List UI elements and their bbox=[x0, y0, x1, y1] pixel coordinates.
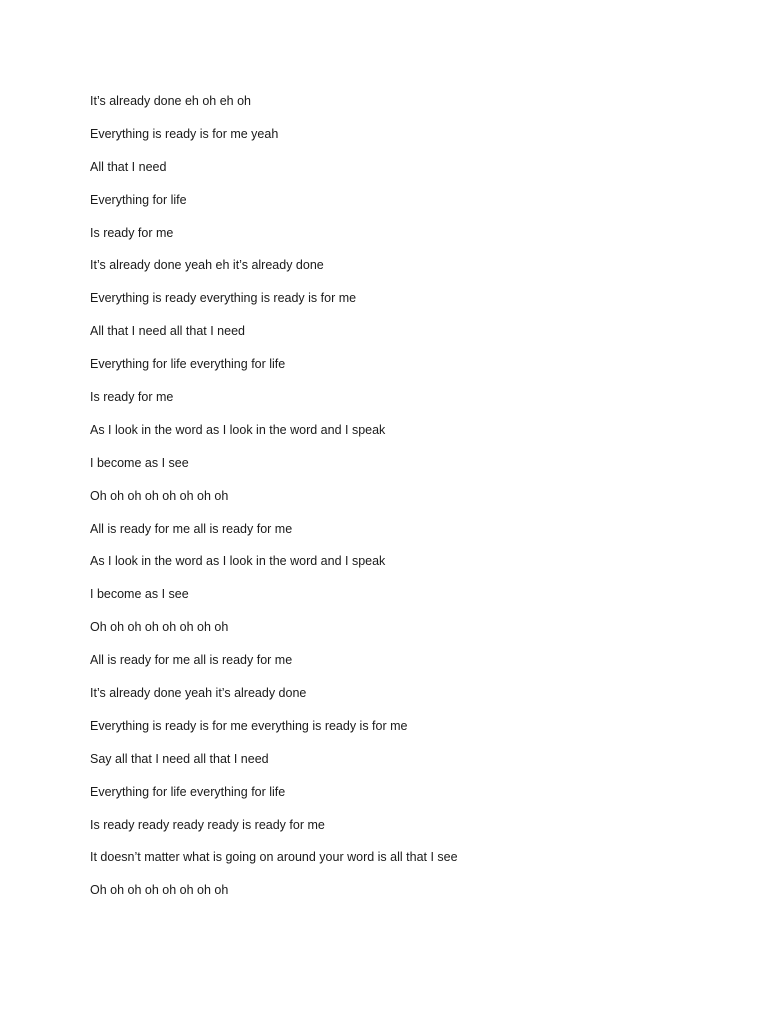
text-line: Say all that I need all that I need bbox=[90, 751, 269, 766]
text-line: Is ready for me bbox=[90, 225, 174, 240]
text-line: Is ready ready ready ready is ready for me bbox=[90, 817, 325, 832]
text-line: Is ready for me bbox=[90, 390, 174, 405]
text-line: Oh oh oh oh oh oh oh oh bbox=[90, 883, 229, 898]
text-line: Everything for life bbox=[90, 192, 187, 207]
text-line: As I look in the word as I look in the word and I speak bbox=[90, 422, 386, 437]
text-line: Everything is ready is for me everything is ready is for me bbox=[90, 718, 408, 733]
text-line: I become as I see bbox=[90, 587, 189, 602]
text-line: Everything is ready everything is ready is for me bbox=[90, 291, 357, 306]
text-line: Everything for life everything for life bbox=[90, 784, 286, 799]
text-line: All that I need bbox=[90, 159, 167, 174]
text-line: All that I need all that I need bbox=[90, 324, 245, 339]
text-line: All is ready for me all is ready for me bbox=[90, 521, 293, 536]
text-line: Oh oh oh oh oh oh oh oh bbox=[90, 488, 229, 503]
text-line: I become as I see bbox=[90, 455, 189, 470]
lyrics-text-block bbox=[90, 92, 458, 914]
text-line: All is ready for me all is ready for me bbox=[90, 653, 293, 668]
text-line: It’s already done yeah eh it’s already done bbox=[90, 258, 324, 273]
text-line: It doesn’t matter what is going on around your word is all that I see bbox=[90, 850, 458, 865]
text-line: It’s already done yeah it’s already done bbox=[90, 686, 307, 701]
text-line: Everything for life everything for life bbox=[90, 357, 286, 372]
text-line: Oh oh oh oh oh oh oh oh bbox=[90, 620, 229, 635]
text-line: It’s already done eh oh eh oh bbox=[90, 94, 252, 108]
text-line: Everything is ready is for me yeah bbox=[90, 126, 279, 141]
text-line: As I look in the word as I look in the word and I speak bbox=[90, 554, 386, 569]
